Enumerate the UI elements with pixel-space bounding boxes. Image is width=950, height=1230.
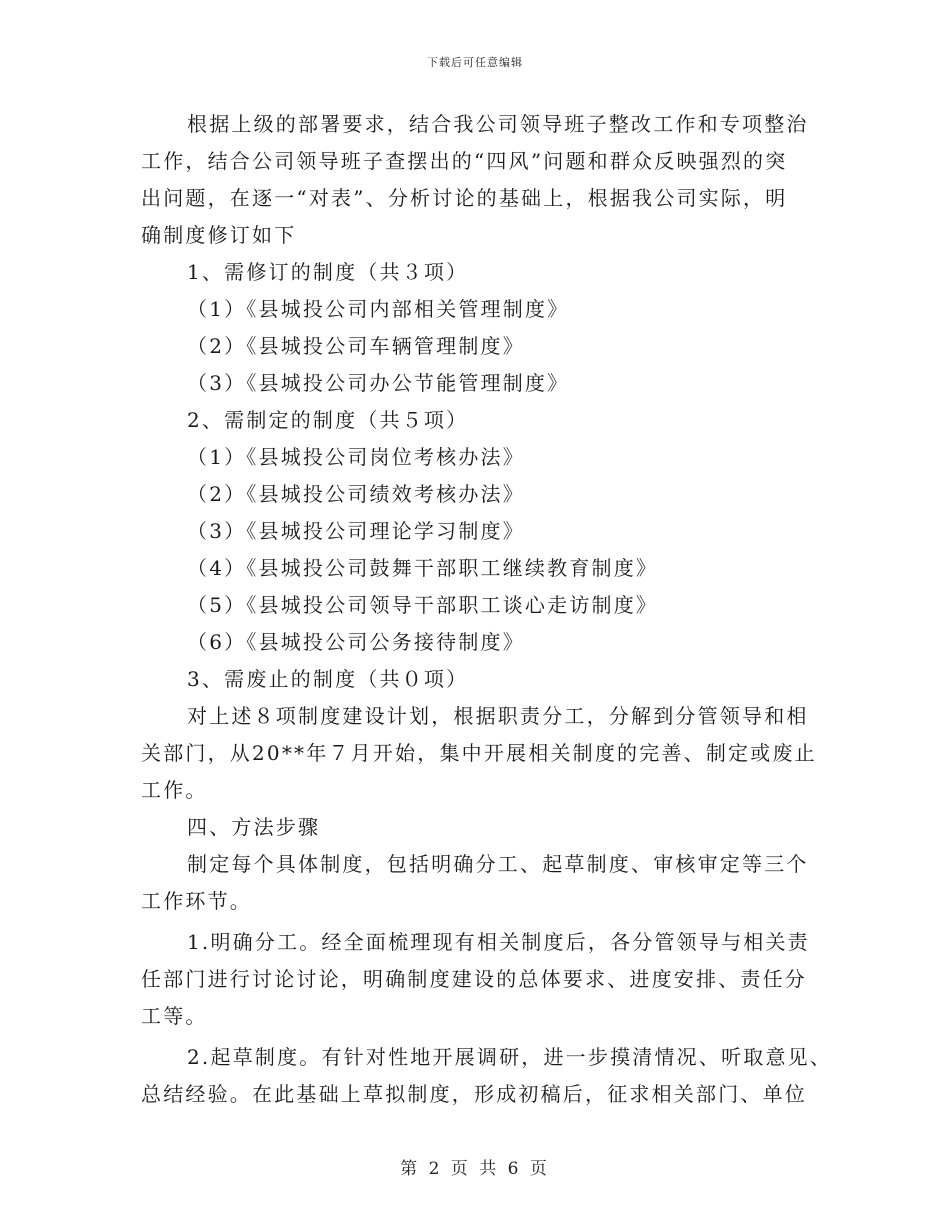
text-line: 根据上级的部署要求，结合我公司领导班子整改工作和专项整治 bbox=[187, 112, 809, 136]
section-heading: 2、需制定的制度（共５项） bbox=[187, 408, 469, 432]
text-line: 工作环节。 bbox=[141, 889, 252, 913]
document-body bbox=[141, 106, 833, 1113]
section-heading: 四、方法步骤 bbox=[187, 815, 321, 839]
page-header: 下载后可任意编辑 bbox=[427, 56, 523, 69]
text-line: 出问题，在逐一“对表”、分析讨论的基础上，根据我公司实际，明 bbox=[141, 186, 788, 210]
list-item: （4）《县城投公司鼓舞干部职工继续教育制度》 bbox=[187, 556, 659, 580]
text-line: 工作，结合公司领导班子查摆出的“四风”问题和群众反映强烈的突 bbox=[141, 149, 788, 173]
text-line: 工等。 bbox=[141, 1004, 208, 1028]
text-line: 确制度修订如下 bbox=[141, 223, 297, 247]
text-line: 制定每个具体制度，包括明确分工、起草制度、审核审定等三个 bbox=[187, 852, 809, 876]
list-item: （2）《县城投公司绩效考核办法》 bbox=[187, 482, 525, 506]
section-heading: 3、需废止的制度（共０项） bbox=[187, 667, 469, 691]
list-item: （5）《县城投公司领导干部职工谈心走访制度》 bbox=[187, 593, 659, 617]
list-item: （1）《县城投公司内部相关管理制度》 bbox=[187, 297, 570, 321]
page-number: 第 2 页 共 6 页 bbox=[400, 1159, 550, 1179]
section-heading: 1、需修订的制度（共３项） bbox=[187, 260, 469, 284]
list-item: （6）《县城投公司公务接待制度》 bbox=[187, 630, 525, 654]
text-line: 关部门，从20**年７月开始，集中开展相关制度的完善、制定或废止 bbox=[141, 741, 817, 765]
list-item: （3）《县城投公司办公节能管理制度》 bbox=[187, 371, 570, 395]
text-line: 1.明确分工。经全面梳理现有相关制度后，各分管领导与相关责 bbox=[187, 930, 810, 954]
text-line: 总结经验。在此基础上草拟制度，形成初稿后，征求相关部门、单位 bbox=[141, 1082, 807, 1106]
text-line: 任部门进行讨论讨论，明确制度建设的总体要求、进度安排、责任分 bbox=[141, 967, 807, 991]
list-item: （3）《县城投公司理论学习制度》 bbox=[187, 519, 525, 543]
list-item: （2）《县城投公司车辆管理制度》 bbox=[187, 334, 525, 358]
list-item: （1）《县城投公司岗位考核办法》 bbox=[187, 445, 525, 469]
text-line: 对上述８项制度建设计划，根据职责分工，分解到分管领导和相 bbox=[187, 704, 809, 728]
text-line: 工作。 bbox=[141, 778, 208, 802]
text-line: 2.起草制度。有针对性地开展调研，进一步摸清情况、听取意见、 bbox=[187, 1045, 833, 1069]
